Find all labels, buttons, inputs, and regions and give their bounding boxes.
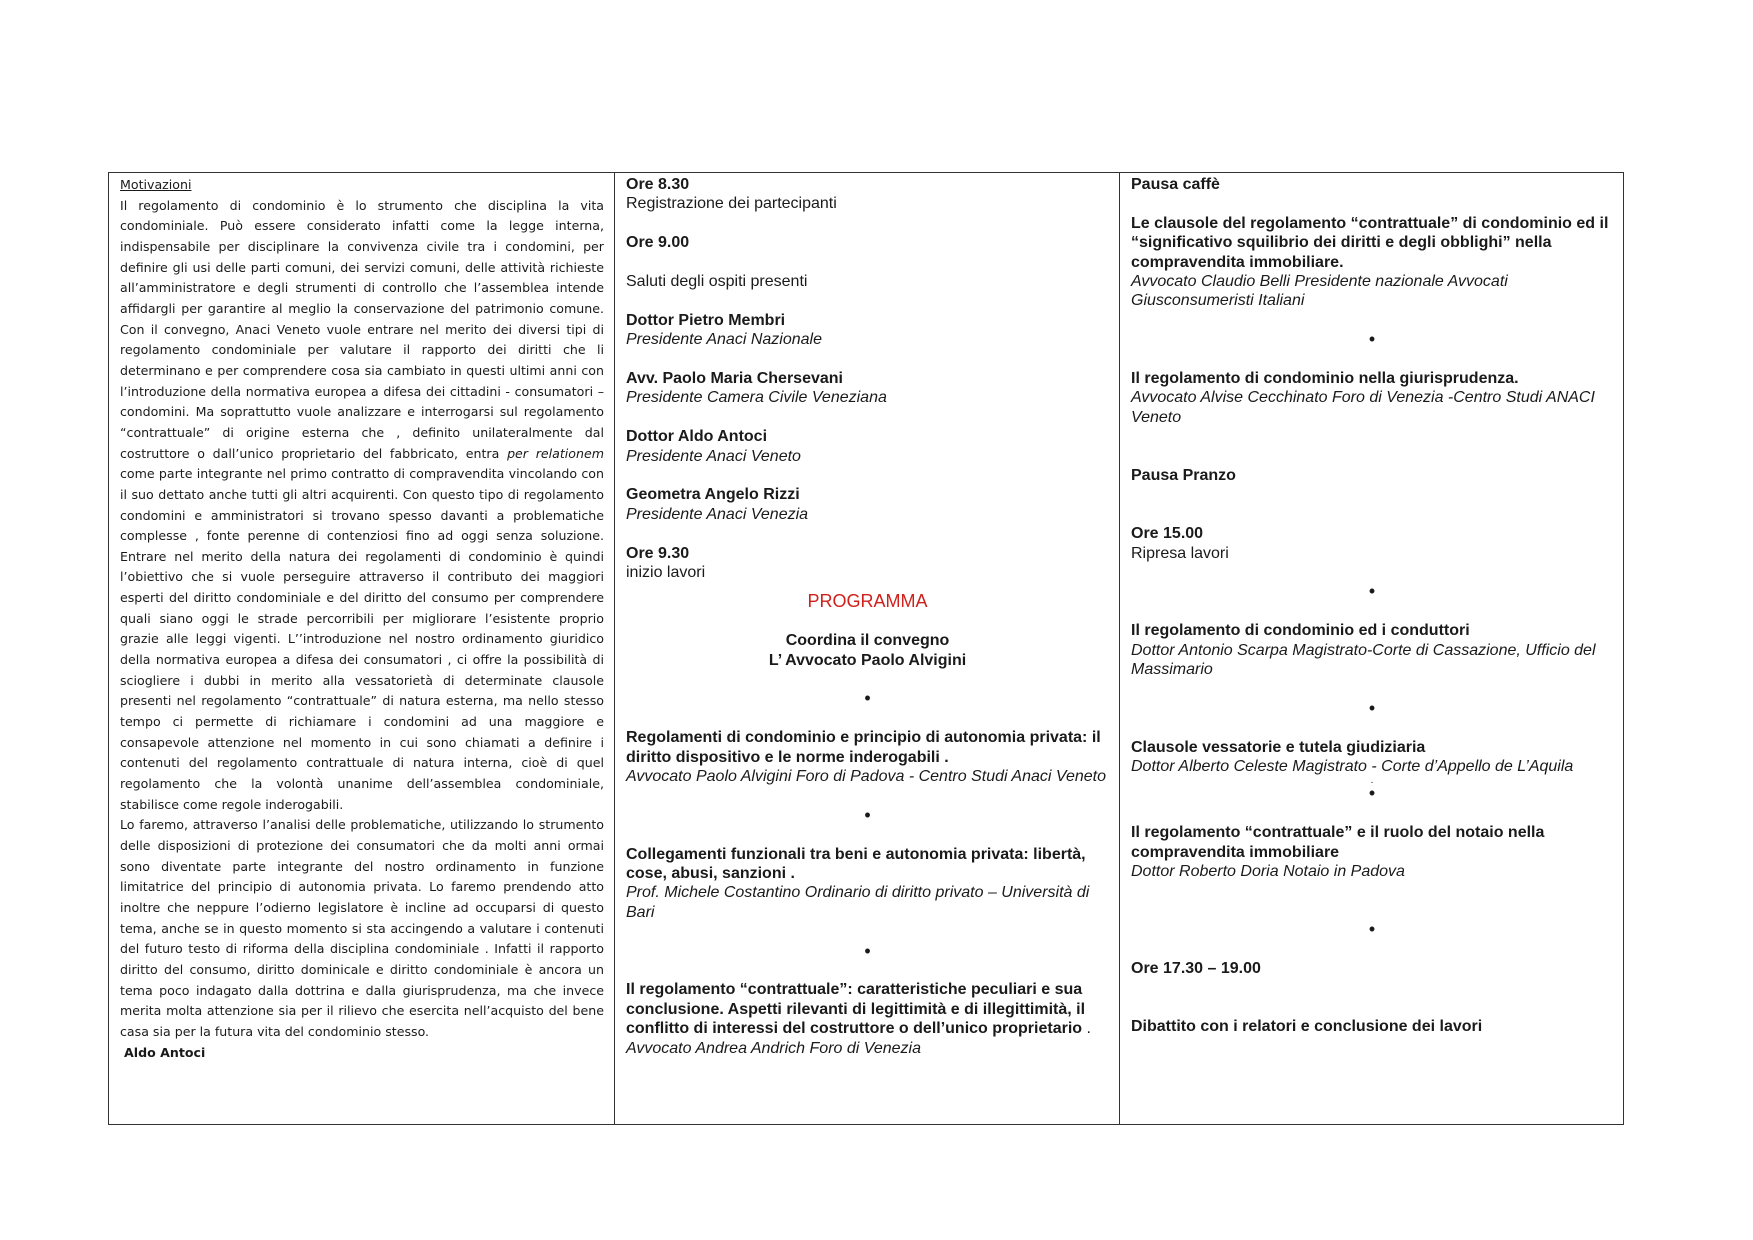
talk-3-speaker: Avvocato Andrea Andrich Foro di Venezia xyxy=(626,1039,921,1057)
time-0830: Ore 8.30 xyxy=(626,176,690,193)
talk-1-title: Regolamenti di condominio e principio di autonomia privata: il diritto dispositivo e le norme inderogabili . xyxy=(626,729,1101,766)
guest-2-role: Presidente Camera Civile Veneziana xyxy=(626,389,887,407)
guest-3-role: Presidente Anaci Veneto xyxy=(626,447,801,465)
closing-discussion: Dibattito con i relatori e conclusione dei lavori xyxy=(1131,1018,1483,1036)
talk-7-title: Clausole vessatorie e tutela giudiziaria xyxy=(1131,738,1426,756)
talk-4-speaker: Avvocato Claudio Belli Presidente nazionale Avvocati Giusconsumeristi Italiani xyxy=(1131,273,1508,310)
coordinator-name: L’ Avvocato Paolo Alvigini xyxy=(768,651,967,669)
lunch-break: Pausa Pranzo xyxy=(1131,467,1236,485)
coordinator-label: Coordina il convegno xyxy=(785,632,950,650)
bullet-separator: • xyxy=(1368,783,1376,804)
talk-5-speaker: Avvocato Alvise Cecchinato Foro di Venezia -Centro Studi ANACI Veneto xyxy=(1131,389,1595,426)
bullet-separator: • xyxy=(864,804,871,825)
signature: Aldo Antoci xyxy=(124,1044,206,1060)
paragraph-1-rest-text: come parte integrante nel primo contratto di compravendita vincolando con il suo dettato anche tutti gli altri acquirenti. Con questo tipo di regolamento condomini e amministratori si trovano spesso davanti a problematiche complesse , fonte perenne di contenziosi fino ad oggi senza soluzione. Entrare nel merito della natura dei regolamenti di condominio è quindi l’obiettivo che si vuole perseguire attraverso il contributo dei maggiori esperti del diritto condominiale e del diritto del consumo per comprendere quali siano oggi le strade percorribili per migliorare l’esistente proprio grazie alle leggi vigenti. L’’introduzione nel nostro ordinamento giuridico della normativa europea a difesa dei consumatori , ci offre la possibilità di sciogliere i dubbi in merito alla vessatorietà di determinate clausole presenti nel regolamento “contrattuale” di natura esterna, ma nello stesso tempo ci permette di richiamare i condomini ad una maggiore e consapevole attenzione nel momento in cui sono chiamati a definire i contenuti del regolamento contrattuale di natura interna, cioè di quel regolamento che la volontà unanime dell’assemblea condominiale, stabilisce come regole inderogabili. xyxy=(120,466,604,812)
paragraph-1-text: Il regolamento di condominio è lo strumento che disciplina la vita condominiale. Può essere considerato infatti come la legge interna, indispensabile per disciplinare la convivenza civile tra i condomini, per definire gli usi delle parti comuni, dei servizi comuni, delle attività richieste all’amministratore e degli strumenti di controllo che l’assemblea intende affidargli per garantire al meglio la conservazione del patrimonio comune. Con il convegno, Anaci Veneto vuole entrare nel merito dei diversi tipi di regolamento condominiale per valutare il rapporto dei diritti che li determinano e per comprendere cosa sia cambiato in questi ultimi anni con l’introduzione della normativa europea a difesa dei cittadini - consumatori –condomini. Ma soprattutto vuole analizzare e interrogarsi sul regolamento “contrattuale” di origine esterna che , definito unilateralmente dal costruttore o dall’unico proprietario del fabbricato, entra xyxy=(120,197,604,461)
time-0900: Ore 9.00 xyxy=(626,234,690,252)
bullet-separator: • xyxy=(1368,329,1376,350)
bullet-separator: • xyxy=(864,940,871,961)
talk-7-speaker: Dottor Alberto Celeste Magistrato - Corte d’Appello de L’Aquila xyxy=(1131,758,1574,776)
bullet-separator: • xyxy=(864,688,871,709)
guest-1-role: Presidente Anaci Nazionale xyxy=(626,331,822,349)
talk-3-title-block xyxy=(626,980,1109,1038)
talk-8-speaker: Dottor Roberto Doria Notaio in Padova xyxy=(1131,863,1405,881)
coffee-break: Pausa caffè xyxy=(1131,176,1220,193)
bullet-separator: • xyxy=(1368,919,1376,940)
bullet-separator: • xyxy=(1368,697,1376,718)
talk-3-title: Il regolamento “contrattuale”: caratteristiche peculiari e sua conclusione. Aspetti rilevanti di legittimità e di illegittimità, il conflitto di interessi del costruttore o dell’unico proprietario xyxy=(626,981,1086,1038)
registration-text: Registrazione dei partecipanti xyxy=(626,195,837,213)
guest-2-name: Avv. Paolo Maria Chersevani xyxy=(626,370,843,387)
morning-schedule-column xyxy=(615,173,1120,1124)
time-1730-1900: Ore 17.30 – 19.00 xyxy=(1131,960,1261,978)
guest-1-name: Dottor Pietro Membri xyxy=(626,311,786,329)
motivations-column xyxy=(109,173,615,1124)
greetings-text: Saluti degli ospiti presenti xyxy=(626,273,808,290)
afternoon-schedule-column xyxy=(1120,173,1623,1124)
programme-table xyxy=(108,172,1624,1125)
guest-4-role: Presidente Anaci Venezia xyxy=(626,505,809,523)
work-resume-text: Ripresa lavori xyxy=(1131,544,1229,562)
talk-2-speaker: Prof. Michele Costantino Ordinario di diritto privato – Università di Bari xyxy=(626,884,1090,921)
talk-8-title: Il regolamento “contrattuale” e il ruolo del notaio nella compravendita immobiliare xyxy=(1131,824,1545,861)
talk-3-title-tail: . xyxy=(1082,1020,1091,1038)
guest-3-name: Dottor Aldo Antoci xyxy=(626,428,768,446)
time-1500: Ore 15.00 xyxy=(1131,525,1204,543)
talk-6-speaker: Dottor Antonio Scarpa Magistrato-Corte di Cassazione, Ufficio del Massimario xyxy=(1131,641,1596,679)
motivations-heading: Motivazioni xyxy=(120,177,192,192)
work-start-text: inizio lavori xyxy=(626,564,706,582)
guest-4-name: Geometra Angelo Rizzi xyxy=(626,486,800,504)
talk-5-title: Il regolamento di condominio nella giurisprudenza. xyxy=(1131,370,1519,388)
talk-1-speaker: Avvocato Paolo Alvigini Foro di Padova - Centro Studi Anaci Veneto xyxy=(626,768,1106,786)
bullet-separator: • xyxy=(1368,581,1376,602)
programme-title: PROGRAMMA xyxy=(807,591,928,612)
talk-4-title: Le clausole del regolamento “contrattuale” di condominio ed il “significativo squilibrio dei diritti e degli obblighi” nella compravendita immobiliare. xyxy=(1131,214,1609,271)
motivations-paragraph-2: Lo faremo, attraverso l’analisi delle problematiche, utilizzando lo strumento delle disposizioni di protezione dei consumatori che da molti anni ormai sono diventate parte integrante del nostro ordinamento in funzione limitatrice del principio di autonomia privata. Lo faremo prendendo atto inoltre che neppure l’odierno legislatore è incline ad occuparsi di questo tema, anche se in questo momento si sta accingendo a valutare i contenuti del futuro testo di riforma della disciplina condominiale . Infatti il rapporto diritto del consumo, diritto dominicale e diritto condominiale è ancora un tema poco indagato dalla dottrina e dalla giurisprudenza, ma che invece merita molta attenzione sia per il rilievo che esercita nell’acquisto del bene casa sia per la futura vita del condominio stesso. xyxy=(120,817,604,1039)
time-0930: Ore 9.30 xyxy=(626,544,690,562)
dot-mark: . xyxy=(1370,775,1374,787)
talk-2-title: Collegamenti funzionali tra beni e autonomia privata: libertà, cose, abusi, sanzioni . xyxy=(626,845,1086,883)
talk-6-title: Il regolamento di condominio ed i conduttori xyxy=(1131,622,1470,640)
paragraph-1-italic-term: per relationem xyxy=(507,445,604,461)
motivations-paragraph-1 xyxy=(120,196,604,816)
